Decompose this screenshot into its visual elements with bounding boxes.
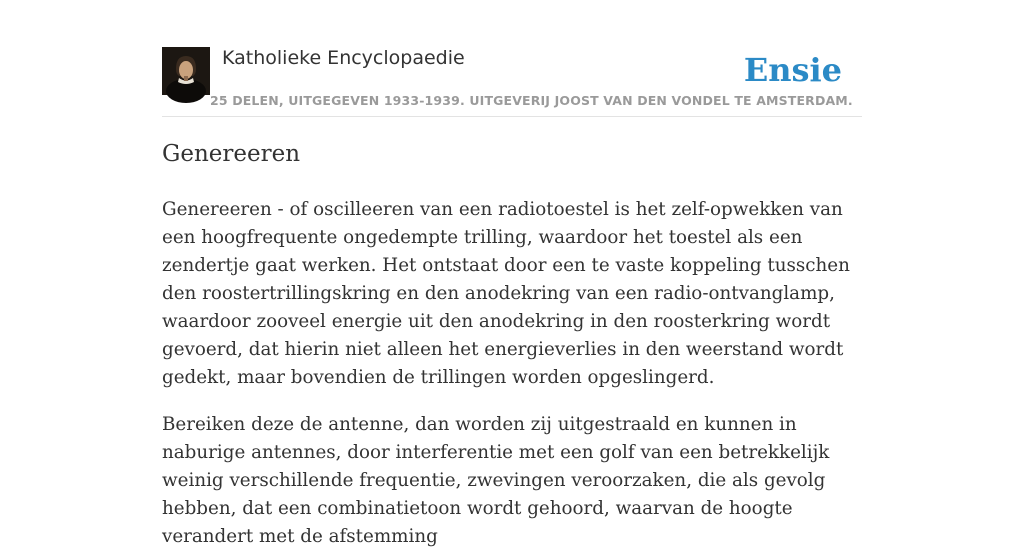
source-meta: 25 DELEN, UITGEGEVEN 1933-1939. UITGEVERIJ JOOST VAN DEN VONDEL TE AMSTERDAM.: [210, 93, 853, 108]
article-title: Genereeren: [162, 141, 301, 167]
article: [162, 136, 862, 551]
article-paragraph-1: Genereeren - of oscilleeren van een radiotoestel is het zelf-opwekken van een hoogfrequente ongedempte trilling, waardoor het toestel als een zendertje gaat werken. Het ontstaat door een te vaste koppeling tusschen den roostertrillingskring en den anodekring van een radio-ontvanglamp, waardoor zooveel energie uit den anodekring in den roosterkring wordt gevoerd, dat hierin niet alleen het energieverlies in den weerstand wordt gedekt, maar bovendien de trillingen worden opgeslingerd.: [162, 199, 850, 388]
article-paragraph-2: Bereiken deze de antenne, dan worden zij uitgestraald en kunnen in naburige antennes, door interferentie met een golf van een betrekkelijk weinig verschillende frequentie, zwevingen veroorzaken, die als gevolg hebben, dat een combinatietoon wordt gehoord, waarvan de hoogte verandert met de afstemming: [162, 414, 830, 547]
brand-logo-link[interactable]: Ensie: [743, 51, 842, 89]
source-title[interactable]: Katholieke Encyclopaedie: [222, 47, 465, 69]
source-header: [162, 46, 862, 117]
portrait-avatar-icon: [162, 47, 210, 95]
portrait-avatar[interactable]: [162, 47, 210, 95]
